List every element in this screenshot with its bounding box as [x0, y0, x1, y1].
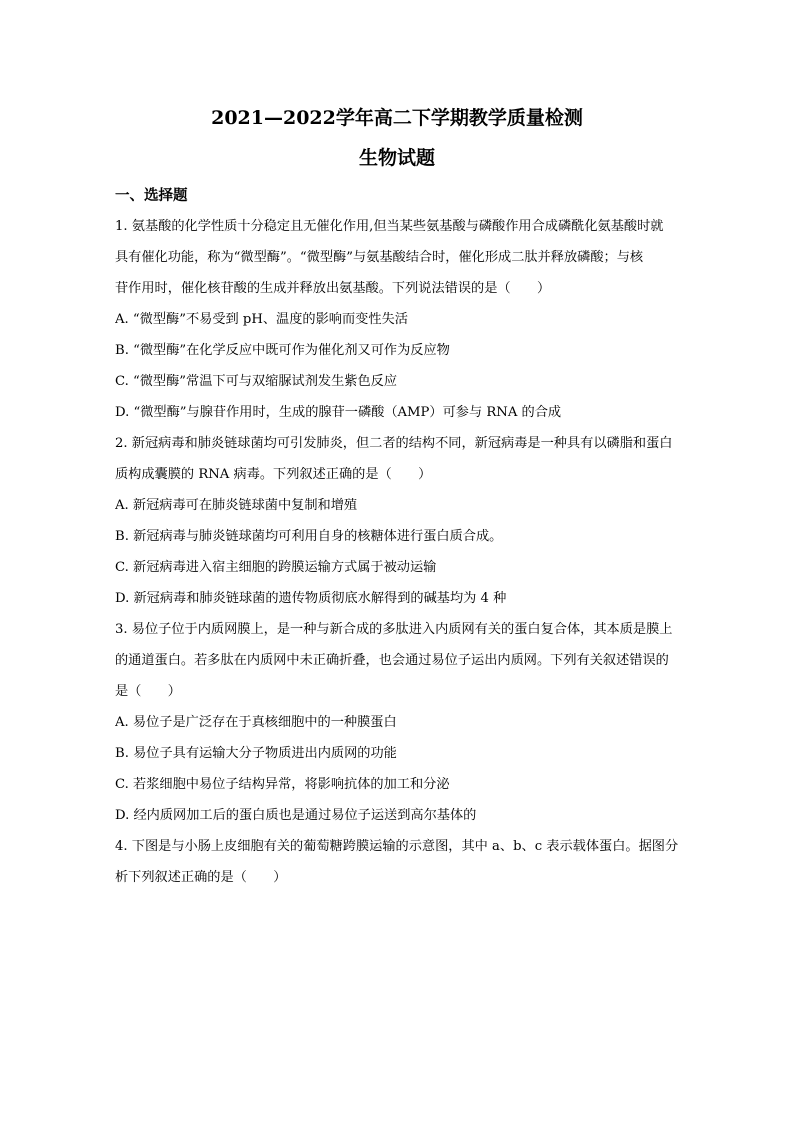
question-1: [115, 211, 705, 428]
question-1-stem-line-1: 1. 氨基酸的化学性质十分稳定且无催化作用,但当某些氨基酸与磷酸作用合成磷酰化氨基酸时就: [115, 219, 664, 234]
exam-title: 2021—2022学年高二下学期教学质量检测: [211, 107, 583, 129]
question-1-stem-line-3: 苷作用时，催化核苷酸的生成并释放出氨基酸。下列说法错误的是（ ）: [115, 281, 551, 296]
question-3-option-c: C. 若浆细胞中易位子结构异常，将影响抗体的加工和分泌: [115, 777, 450, 792]
question-2-option-d: D. 新冠病毒和肺炎链球菌的遗传物质彻底水解得到的碱基均为 4 种: [115, 591, 507, 606]
question-1-option-c: C. “微型酶”常温下可与双缩脲试剂发生紫色反应: [115, 374, 398, 389]
question-2-stem-line-2: 质构成囊膜的 RNA 病毒。下列叙述正确的是（ ）: [115, 467, 432, 482]
section-heading: 一、选择题: [115, 187, 188, 204]
question-3-option-b: B. 易位子具有运输大分子物质进出内质网的功能: [115, 746, 397, 761]
question-3-option-d: D. 经内质网加工后的蛋白质也是通过易位子运送到高尔基体的: [115, 808, 477, 823]
question-2-stem-line-1: 2. 新冠病毒和肺炎链球菌均可引发肺炎，但二者的结构不同，新冠病毒是一种具有以磷脂和蛋白: [115, 436, 673, 451]
question-4: [115, 831, 705, 893]
question-2-option-b: B. 新冠病毒与肺炎链球菌均可利用自身的核糖体进行蛋白质合成。: [115, 529, 503, 544]
question-3-stem-line-2: 的通道蛋白。若多肽在内质网中未正确折叠，也会通过易位子运出内质网。下列有关叙述错误的: [115, 653, 669, 668]
question-1-option-a: A. “微型酶”不易受到 pH、温度的影响而变性失活: [115, 312, 408, 327]
question-list: [115, 211, 705, 893]
question-3-stem-line-1: 3. 易位子位于内质网膜上，是一种与新合成的多肽进入内质网有关的蛋白复合体，其本质是膜上: [115, 622, 673, 637]
question-3-stem-line-3: 是（ ）: [115, 684, 181, 699]
question-3-option-a: A. 易位子是广泛存在于真核细胞中的一种膜蛋白: [115, 715, 397, 730]
question-2: [115, 428, 705, 614]
question-3: [115, 614, 705, 831]
question-4-stem-line-1: 4. 下图是与小肠上皮细胞有关的葡萄糖跨膜运输的示意图，其中 a、b、c 表示载体蛋白。据图分: [115, 839, 679, 854]
exam-subtitle: 生物试题: [358, 147, 435, 169]
question-1-option-b: B. “微型酶”在化学反应中既可作为催化剂又可作为反应物: [115, 343, 450, 358]
question-1-option-d: D. “微型酶”与腺苷作用时，生成的腺苷一磷酸（AMP）可参与 RNA 的合成: [115, 405, 562, 420]
question-4-stem-line-2: 析下列叙述正确的是（ ）: [115, 870, 287, 885]
question-2-option-a: A. 新冠病毒可在肺炎链球菌中复制和增殖: [115, 498, 358, 513]
question-1-stem-line-2: 具有催化功能，称为“微型酶”。“微型酶”与氨基酸结合时，催化形成二肽并释放磷酸；与核: [115, 250, 644, 265]
question-2-option-c: C. 新冠病毒进入宿主细胞的跨膜运输方式属于被动运输: [115, 560, 437, 575]
